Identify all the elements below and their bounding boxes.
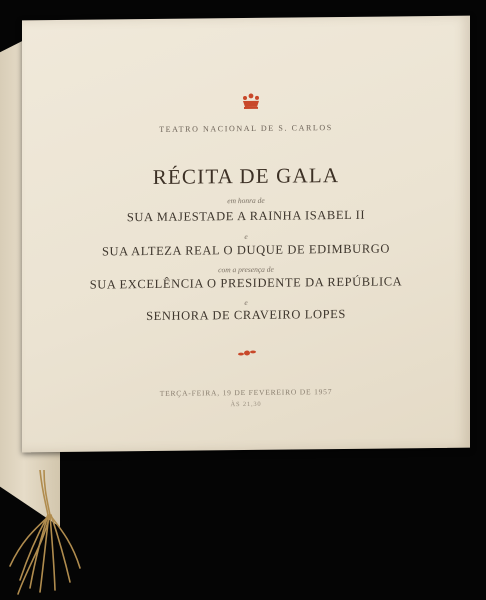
conjunction-and-1: e	[244, 231, 248, 242]
honoree-duke: SUA ALTEZA REAL O DUQUE DE EDIMBURGO	[101, 241, 391, 259]
honoree-queen: SUA MAJESTADE A RAINHA ISABEL II	[126, 207, 366, 225]
theatre-name: TEATRO NACIONAL DE S. CARLOS	[159, 123, 333, 134]
program-page	[22, 16, 470, 453]
crown-emblem-icon	[240, 92, 262, 110]
program-content	[22, 16, 470, 453]
presence-label: com a presença de	[218, 264, 274, 275]
date-line: TERÇA-FEIRA, 19 DE FEVEREIRO DE 1957	[159, 387, 333, 398]
honoree-lady: SENHORA DE CRAVEIRO LOPES	[146, 306, 346, 324]
honoree-president: SUA EXCELÊNCIA O PRESIDENTE DA REPÚBLICA	[89, 274, 403, 292]
conjunction-and-2: e	[244, 297, 248, 308]
program-title: RÉCITA DE GALA	[152, 163, 340, 189]
floral-ornament-icon	[237, 348, 257, 358]
in-honour-label: em honra de	[227, 195, 265, 206]
tassel-cord	[0, 470, 90, 600]
time-line: ÀS 21,30	[230, 400, 262, 409]
